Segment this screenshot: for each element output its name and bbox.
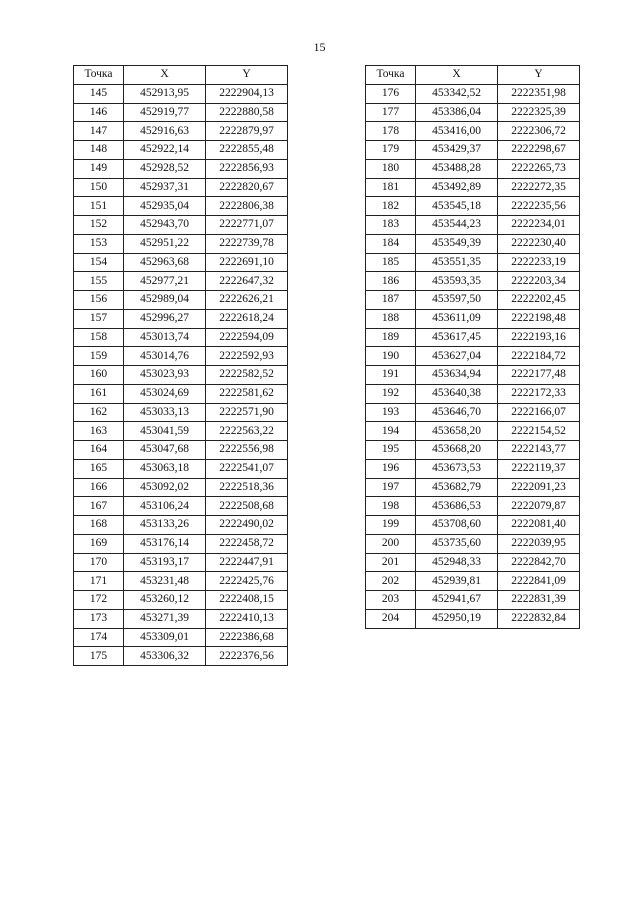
table-row [74, 234, 288, 253]
table-row [74, 591, 288, 610]
cell-point: 145 [74, 84, 124, 103]
cell-x: 453047,68 [124, 441, 206, 460]
cell-x: 453686,53 [416, 497, 498, 516]
cell-y: 2222235,56 [498, 197, 580, 216]
cell-y: 2222879,97 [206, 122, 288, 141]
cell-x: 452922,14 [124, 141, 206, 160]
table-row [366, 141, 580, 160]
cell-y: 2222154,52 [498, 422, 580, 441]
table-row [74, 441, 288, 460]
cell-x: 452939,81 [416, 572, 498, 591]
cell-x: 452937,31 [124, 178, 206, 197]
table-row [366, 347, 580, 366]
table-row [74, 103, 288, 122]
cell-point: 162 [74, 403, 124, 422]
cell-y: 2222351,98 [498, 84, 580, 103]
table-row [366, 309, 580, 328]
table-row [74, 516, 288, 535]
cell-x: 452950,19 [416, 609, 498, 628]
cell-x: 453492,89 [416, 178, 498, 197]
cell-point: 193 [366, 403, 416, 422]
cell-point: 178 [366, 122, 416, 141]
cell-y: 2222198,48 [498, 309, 580, 328]
coordinates-table-right [365, 65, 580, 629]
cell-point: 183 [366, 216, 416, 235]
table-row [366, 553, 580, 572]
table-row [74, 347, 288, 366]
cell-x: 453682,79 [416, 478, 498, 497]
cell-x: 453634,94 [416, 366, 498, 385]
cell-x: 452941,67 [416, 591, 498, 610]
cell-y: 2222410,13 [206, 609, 288, 628]
cell-x: 453033,13 [124, 403, 206, 422]
cell-x: 453617,45 [416, 328, 498, 347]
cell-y: 2222831,39 [498, 591, 580, 610]
cell-x: 453106,24 [124, 497, 206, 516]
cell-point: 175 [74, 647, 124, 666]
coordinates-table-left [73, 65, 288, 666]
cell-y: 2222166,07 [498, 403, 580, 422]
cell-y: 2222458,72 [206, 534, 288, 553]
cell-y: 2222119,37 [498, 459, 580, 478]
table-row [366, 197, 580, 216]
cell-y: 2222230,40 [498, 234, 580, 253]
cell-point: 184 [366, 234, 416, 253]
cell-point: 167 [74, 497, 124, 516]
cell-y: 2222408,15 [206, 591, 288, 610]
cell-x: 453627,04 [416, 347, 498, 366]
cell-x: 453673,53 [416, 459, 498, 478]
table-row [74, 159, 288, 178]
cell-x: 452928,52 [124, 159, 206, 178]
cell-point: 172 [74, 591, 124, 610]
cell-y: 2222490,02 [206, 516, 288, 535]
cell-x: 453611,09 [416, 309, 498, 328]
cell-x: 453545,18 [416, 197, 498, 216]
cell-point: 170 [74, 553, 124, 572]
cell-point: 173 [74, 609, 124, 628]
cell-y: 2222233,19 [498, 253, 580, 272]
cell-point: 171 [74, 572, 124, 591]
cell-x: 453133,26 [124, 516, 206, 535]
cell-x: 453429,37 [416, 141, 498, 160]
cell-x: 452989,04 [124, 291, 206, 310]
table-row [366, 103, 580, 122]
table-row [74, 366, 288, 385]
table-row [366, 253, 580, 272]
table-row [366, 609, 580, 628]
cell-x: 453646,70 [416, 403, 498, 422]
page-number: 15 [313, 40, 326, 54]
table-row [366, 516, 580, 535]
cell-y: 2222425,76 [206, 572, 288, 591]
cell-point: 190 [366, 347, 416, 366]
cell-y: 2222541,07 [206, 459, 288, 478]
table-row [74, 478, 288, 497]
cell-point: 192 [366, 384, 416, 403]
cell-x: 453092,02 [124, 478, 206, 497]
cell-point: 191 [366, 366, 416, 385]
column-header-point: Точка [74, 66, 124, 85]
cell-point: 203 [366, 591, 416, 610]
cell-point: 152 [74, 216, 124, 235]
cell-y: 2222592,93 [206, 347, 288, 366]
cell-x: 452996,27 [124, 309, 206, 328]
table-body-right [366, 84, 580, 628]
cell-point: 164 [74, 441, 124, 460]
cell-y: 2222447,91 [206, 553, 288, 572]
cell-point: 157 [74, 309, 124, 328]
table-row [366, 534, 580, 553]
cell-x: 453708,60 [416, 516, 498, 535]
cell-x: 453271,39 [124, 609, 206, 628]
cell-x: 452948,33 [416, 553, 498, 572]
table-row [366, 459, 580, 478]
cell-x: 453013,74 [124, 328, 206, 347]
cell-point: 166 [74, 478, 124, 497]
column-header-x: X [416, 66, 498, 85]
table-row [74, 534, 288, 553]
cell-y: 2222184,72 [498, 347, 580, 366]
cell-point: 189 [366, 328, 416, 347]
cell-point: 163 [74, 422, 124, 441]
cell-x: 453597,50 [416, 291, 498, 310]
cell-point: 148 [74, 141, 124, 160]
cell-y: 2222594,09 [206, 328, 288, 347]
cell-y: 2222855,48 [206, 141, 288, 160]
column-header-x: X [124, 66, 206, 85]
cell-point: 146 [74, 103, 124, 122]
cell-point: 197 [366, 478, 416, 497]
table-row [74, 628, 288, 647]
cell-x: 453658,20 [416, 422, 498, 441]
cell-y: 2222234,01 [498, 216, 580, 235]
cell-x: 453416,00 [416, 122, 498, 141]
cell-x: 453593,35 [416, 272, 498, 291]
cell-y: 2222039,95 [498, 534, 580, 553]
cell-y: 2222508,68 [206, 497, 288, 516]
cell-x: 453023,93 [124, 366, 206, 385]
cell-y: 2222582,52 [206, 366, 288, 385]
cell-point: 151 [74, 197, 124, 216]
cell-point: 179 [366, 141, 416, 160]
cell-y: 2222265,73 [498, 159, 580, 178]
table-row [74, 216, 288, 235]
cell-point: 199 [366, 516, 416, 535]
cell-y: 2222079,87 [498, 497, 580, 516]
table-row [74, 459, 288, 478]
cell-x: 453306,32 [124, 647, 206, 666]
cell-x: 453041,59 [124, 422, 206, 441]
cell-point: 156 [74, 291, 124, 310]
table-row [366, 591, 580, 610]
table-row [74, 178, 288, 197]
cell-y: 2222571,90 [206, 403, 288, 422]
cell-y: 2222177,48 [498, 366, 580, 385]
cell-x: 453231,48 [124, 572, 206, 591]
cell-point: 169 [74, 534, 124, 553]
cell-y: 2222386,68 [206, 628, 288, 647]
table-header-row [74, 66, 288, 85]
cell-x: 453640,38 [416, 384, 498, 403]
cell-point: 159 [74, 347, 124, 366]
cell-y: 2222581,62 [206, 384, 288, 403]
cell-y: 2222832,84 [498, 609, 580, 628]
cell-y: 2222091,23 [498, 478, 580, 497]
cell-point: 204 [366, 609, 416, 628]
cell-point: 150 [74, 178, 124, 197]
table-row [366, 234, 580, 253]
cell-point: 165 [74, 459, 124, 478]
cell-y: 2222647,32 [206, 272, 288, 291]
cell-x: 452913,95 [124, 84, 206, 103]
table-row [74, 272, 288, 291]
cell-y: 2222518,36 [206, 478, 288, 497]
cell-point: 198 [366, 497, 416, 516]
table-row [74, 122, 288, 141]
cell-x: 453193,17 [124, 553, 206, 572]
cell-x: 452916,63 [124, 122, 206, 141]
cell-x: 453549,39 [416, 234, 498, 253]
cell-y: 2222376,56 [206, 647, 288, 666]
cell-y: 2222563,22 [206, 422, 288, 441]
cell-x: 453063,18 [124, 459, 206, 478]
cell-point: 182 [366, 197, 416, 216]
table-row [74, 84, 288, 103]
table-row [366, 497, 580, 516]
table-row [74, 253, 288, 272]
table-row [366, 403, 580, 422]
table-row [366, 122, 580, 141]
table-row [74, 384, 288, 403]
table-row [366, 422, 580, 441]
cell-point: 174 [74, 628, 124, 647]
cell-x: 453488,28 [416, 159, 498, 178]
cell-x: 453342,52 [416, 84, 498, 103]
table-row [366, 178, 580, 197]
table-row [74, 141, 288, 160]
cell-y: 2222081,40 [498, 516, 580, 535]
cell-x: 453014,76 [124, 347, 206, 366]
table-row [74, 647, 288, 666]
cell-point: 194 [366, 422, 416, 441]
cell-y: 2222841,09 [498, 572, 580, 591]
cell-point: 186 [366, 272, 416, 291]
cell-point: 201 [366, 553, 416, 572]
cell-y: 2222556,98 [206, 441, 288, 460]
cell-point: 196 [366, 459, 416, 478]
cell-y: 2222143,77 [498, 441, 580, 460]
cell-point: 202 [366, 572, 416, 591]
table-row [74, 609, 288, 628]
cell-x: 453544,23 [416, 216, 498, 235]
table-row [366, 572, 580, 591]
cell-point: 168 [74, 516, 124, 535]
cell-point: 200 [366, 534, 416, 553]
table-row [74, 309, 288, 328]
table-row [366, 384, 580, 403]
cell-x: 453260,12 [124, 591, 206, 610]
table-row [74, 422, 288, 441]
cell-point: 180 [366, 159, 416, 178]
cell-x: 452935,04 [124, 197, 206, 216]
cell-point: 160 [74, 366, 124, 385]
cell-x: 452963,68 [124, 253, 206, 272]
cell-x: 453668,20 [416, 441, 498, 460]
cell-y: 2222172,33 [498, 384, 580, 403]
cell-point: 185 [366, 253, 416, 272]
cell-point: 147 [74, 122, 124, 141]
table-row [74, 572, 288, 591]
cell-y: 2222298,67 [498, 141, 580, 160]
cell-x: 453386,04 [416, 103, 498, 122]
cell-y: 2222202,45 [498, 291, 580, 310]
table-row [74, 553, 288, 572]
cell-x: 453024,69 [124, 384, 206, 403]
cell-x: 453309,01 [124, 628, 206, 647]
column-header-y: Y [206, 66, 288, 85]
table-row [366, 328, 580, 347]
cell-point: 161 [74, 384, 124, 403]
cell-point: 176 [366, 84, 416, 103]
cell-x: 452977,21 [124, 272, 206, 291]
cell-y: 2222820,67 [206, 178, 288, 197]
cell-y: 2222739,78 [206, 234, 288, 253]
cell-point: 181 [366, 178, 416, 197]
table-row [366, 291, 580, 310]
table-row [366, 84, 580, 103]
cell-x: 452951,22 [124, 234, 206, 253]
table-row [366, 272, 580, 291]
cell-y: 2222306,72 [498, 122, 580, 141]
cell-point: 154 [74, 253, 124, 272]
cell-point: 187 [366, 291, 416, 310]
table-header-row [366, 66, 580, 85]
table-row [366, 366, 580, 385]
table-row [366, 216, 580, 235]
column-header-y: Y [498, 66, 580, 85]
cell-point: 155 [74, 272, 124, 291]
cell-point: 177 [366, 103, 416, 122]
column-header-point: Точка [366, 66, 416, 85]
table-row [366, 478, 580, 497]
cell-y: 2222842,70 [498, 553, 580, 572]
table-row [74, 497, 288, 516]
cell-y: 2222880,58 [206, 103, 288, 122]
cell-y: 2222272,35 [498, 178, 580, 197]
cell-point: 149 [74, 159, 124, 178]
table-row [74, 197, 288, 216]
cell-y: 2222618,24 [206, 309, 288, 328]
cell-y: 2222325,39 [498, 103, 580, 122]
table-row [74, 291, 288, 310]
cell-y: 2222203,34 [498, 272, 580, 291]
cell-y: 2222806,38 [206, 197, 288, 216]
table-row [366, 441, 580, 460]
cell-y: 2222193,16 [498, 328, 580, 347]
cell-x: 453735,60 [416, 534, 498, 553]
cell-point: 195 [366, 441, 416, 460]
cell-point: 188 [366, 309, 416, 328]
table-row [366, 159, 580, 178]
cell-y: 2222771,07 [206, 216, 288, 235]
cell-x: 453176,14 [124, 534, 206, 553]
cell-point: 158 [74, 328, 124, 347]
cell-x: 453551,35 [416, 253, 498, 272]
cell-y: 2222904,13 [206, 84, 288, 103]
table-body-left [74, 84, 288, 665]
cell-y: 2222691,10 [206, 253, 288, 272]
table-row [74, 403, 288, 422]
cell-point: 153 [74, 234, 124, 253]
table-row [74, 328, 288, 347]
cell-y: 2222626,21 [206, 291, 288, 310]
cell-x: 452919,77 [124, 103, 206, 122]
cell-x: 452943,70 [124, 216, 206, 235]
cell-y: 2222856,93 [206, 159, 288, 178]
